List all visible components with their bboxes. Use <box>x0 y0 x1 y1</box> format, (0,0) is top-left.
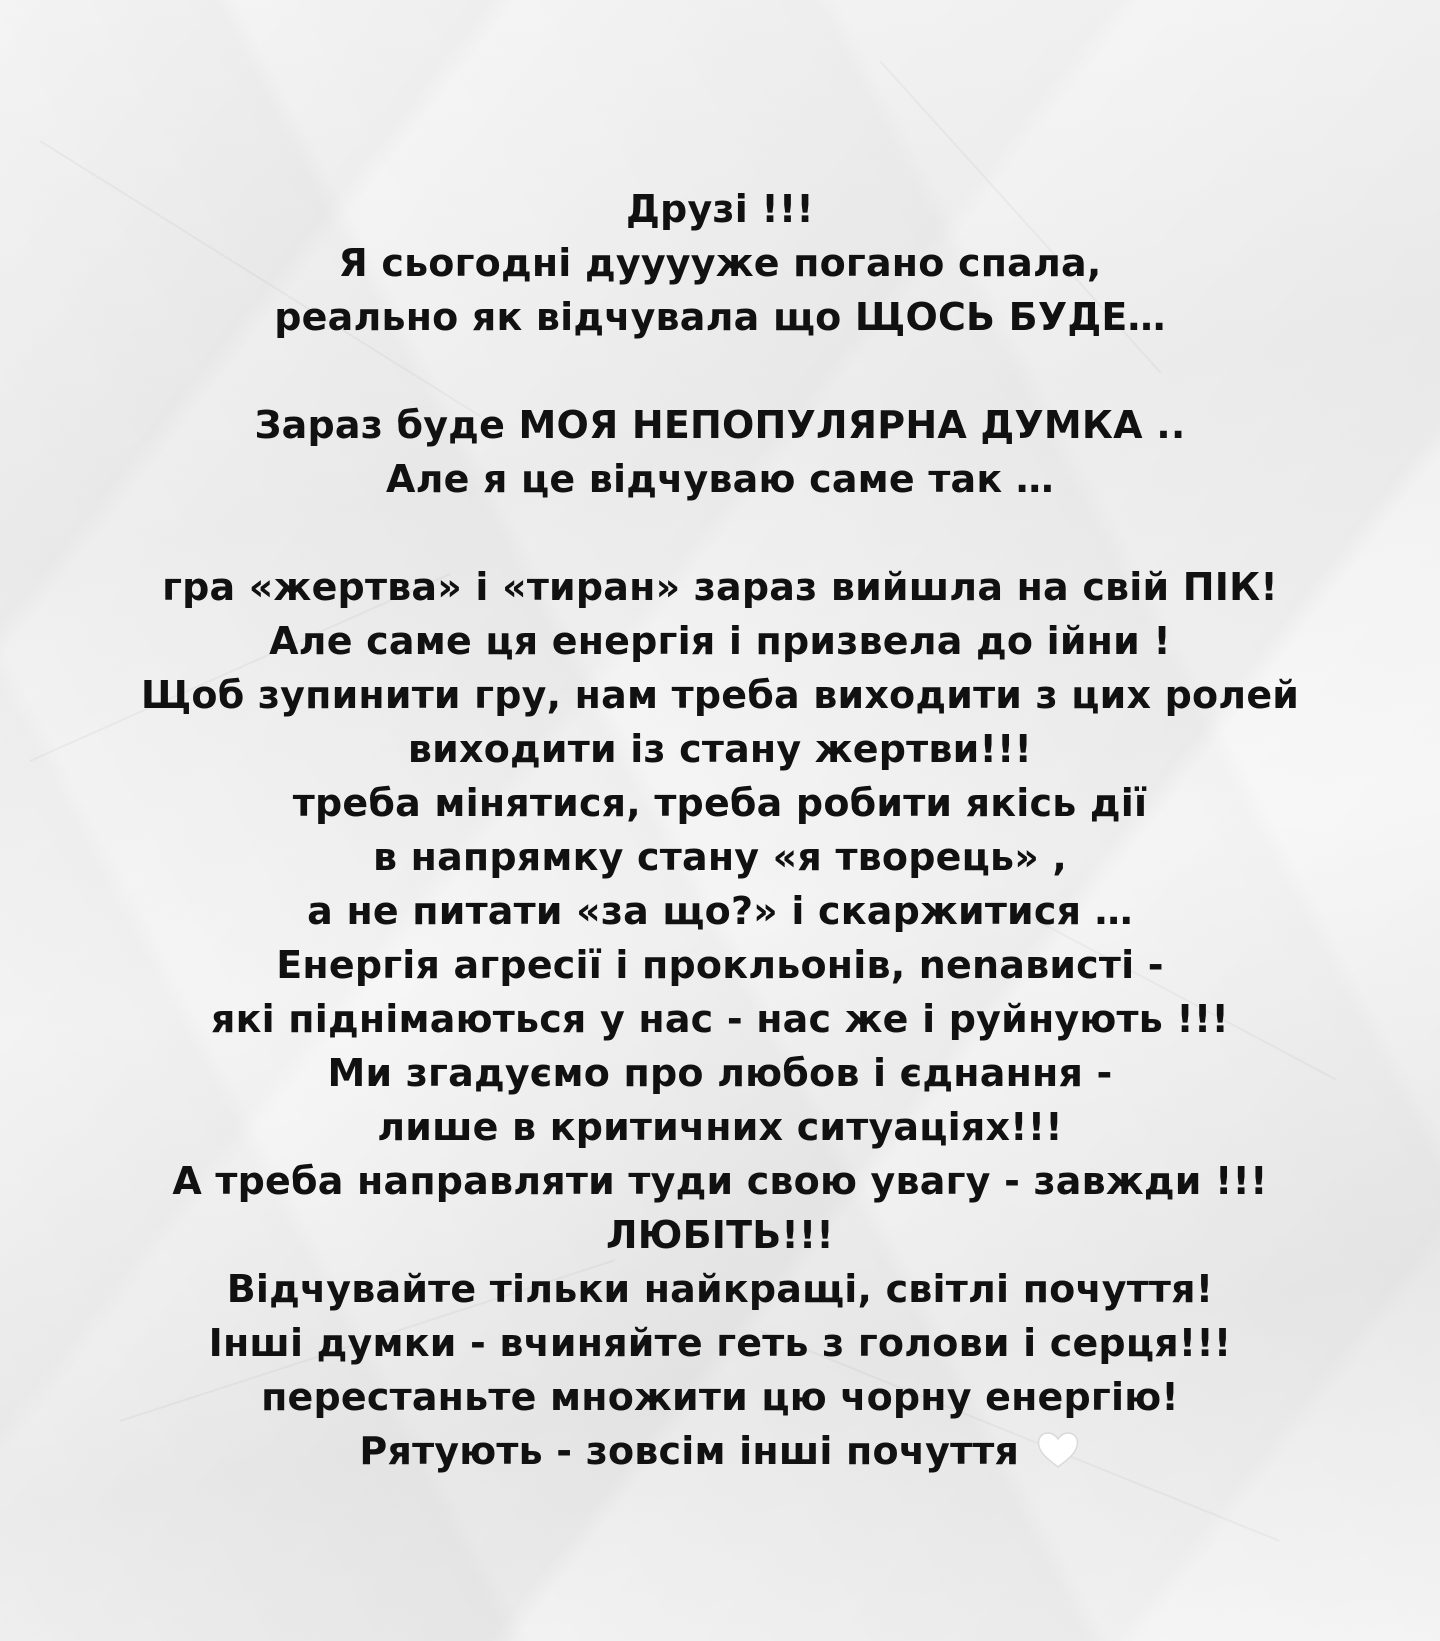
text-line: Але саме ця енергія і призвела до ійни ! <box>269 619 1171 663</box>
blank-line <box>140 344 1300 398</box>
text-line: Друзі !!! <box>626 187 814 231</box>
text-line: виходити із стану жертви!!! <box>407 727 1033 771</box>
text-line: треба мінятися, треба робити якісь дії <box>292 781 1148 825</box>
text-line: ЛЮБІТЬ!!! <box>606 1213 834 1257</box>
text-line: в напрямку стану «я творець» , <box>372 835 1068 879</box>
text-line: Енергія агресії і прокльонів, nenависті - <box>276 943 1164 987</box>
text-line: Зараз буде МОЯ НЕПОПУЛЯРНА ДУМКА .. <box>254 403 1186 447</box>
text-line: гра «жертва» і «тиран» зараз вийшла на свій ПІК! <box>162 565 1278 609</box>
text-line: а не питати «за що?» і скаржитися … <box>307 889 1133 933</box>
post-text <box>140 182 1300 1478</box>
text-line: Щоб зупинити гру, нам треба виходити з цих ролей <box>140 673 1300 717</box>
text-line: Але я це відчуваю саме так … <box>385 457 1055 501</box>
blank-line <box>140 506 1300 560</box>
text-line: лише в критичних ситуаціях!!! <box>377 1105 1063 1149</box>
text-line: А треба направляти туди свою увагу - завжди !!! <box>172 1159 1268 1203</box>
text-line: Ми згадуємо про любов і єднання - <box>327 1051 1113 1095</box>
text-line: Я сьогодні дууууже погано спала, <box>338 241 1102 285</box>
white-heart-icon <box>1035 1429 1081 1471</box>
text-line: реально як відчувала що ЩОСЬ БУДЕ… <box>274 295 1166 339</box>
text-line: Інші думки - вчиняйте геть з голови і серця!!! <box>208 1321 1232 1365</box>
final-line-text: Рятують - зовсім інші почуття <box>359 1429 1020 1473</box>
text-line: Відчувайте тільки найкращі, світлі почуття! <box>226 1267 1214 1311</box>
text-line: перестаньте множити цю чорну енергію! <box>261 1375 1179 1419</box>
text-line: які піднімаються у нас - нас же і руйнують !!! <box>211 997 1229 1041</box>
text-line-final <box>140 1424 1300 1478</box>
